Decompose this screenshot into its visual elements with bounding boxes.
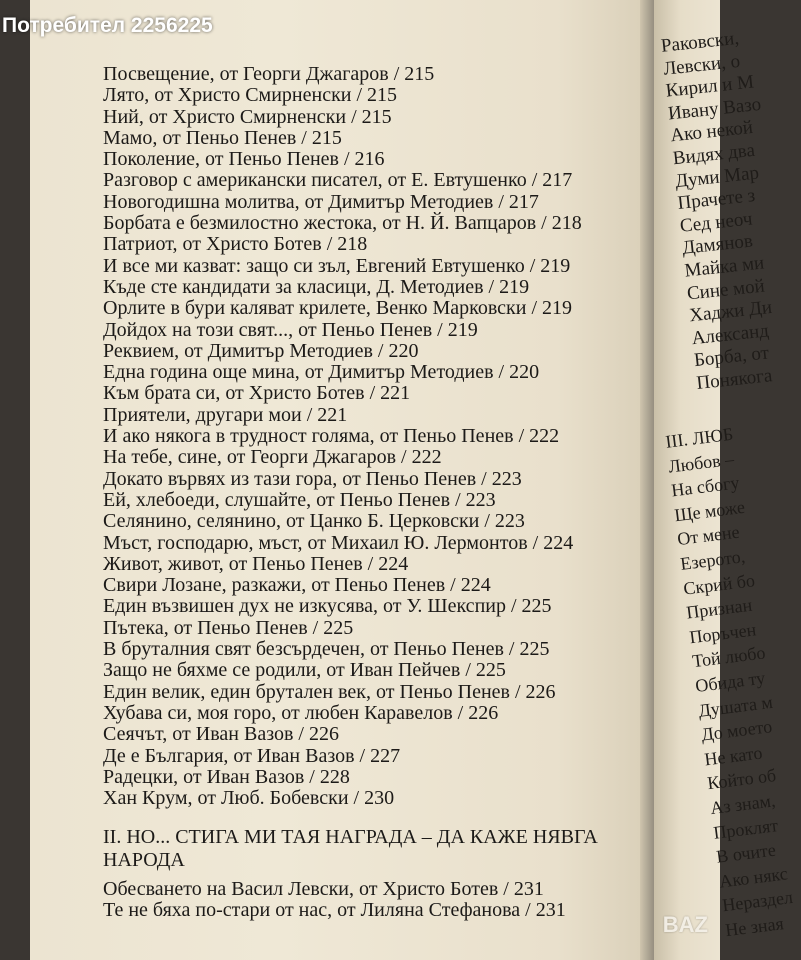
toc-entry: Сеячът, от Иван Вазов / 226 xyxy=(103,723,339,746)
toc-entry: Мамо, от Пеньо Пенев / 215 xyxy=(103,126,342,149)
right-page-line: До моето xyxy=(700,716,774,745)
right-page-line: Дамянов xyxy=(681,230,754,260)
toc-entry: Пътека, от Пеньо Пенев / 225 xyxy=(103,616,354,639)
right-page-line: Ще може xyxy=(673,496,746,526)
right-page-line: Нераздел xyxy=(721,887,795,916)
toc-entry: Мъст, господарю, мъст, от Михаил Ю. Лермонтов / 224 xyxy=(103,531,574,554)
section-heading-line-1: II. НО... СТИГА МИ ТАЯ НАГРАДА – ДА КАЖЕ НЯВГА xyxy=(103,826,598,848)
user-watermark xyxy=(0,0,720,40)
toc-entry: Защо не бяхме се родили, от Иван Пейчев / 225 xyxy=(103,659,506,682)
toc-entry: На тебе, сине, от Георги Джагаров / 222 xyxy=(103,446,442,469)
toc-entry: В бруталния свят безсърдечен, от Пеньо Пенев / 225 xyxy=(103,638,550,661)
right-page-line: Поръчен xyxy=(688,619,758,648)
toc-entry: Новогодишна молитва, от Димитър Методиев / 217 xyxy=(103,190,539,213)
right-page-line: Не зная xyxy=(724,913,785,941)
right-page-line: Обида ту xyxy=(694,667,767,696)
toc-entry: Живот, живот, от Пеньо Пенев / 224 xyxy=(103,552,409,575)
toc-entry: Лято, от Христо Смирненски / 215 xyxy=(103,84,398,107)
toc-entry: Хубава си, моя горо, от любен Каравелов / 226 xyxy=(103,701,499,724)
toc-entry: Хан Крум, от Люб. Бобевски / 230 xyxy=(103,787,395,810)
right-page-line: Думи Мар xyxy=(674,162,760,192)
right-page-line: Който об xyxy=(706,765,778,794)
right-page-line: Любов – xyxy=(667,448,736,477)
right-page-line: Той любо xyxy=(691,642,767,672)
right-page-line: Ивану Вазо xyxy=(667,93,763,125)
right-page-line: От мене xyxy=(676,522,741,550)
toc-entry: И все ми казват: защо си зъл, Евгений Евтушенко / 219 xyxy=(103,254,571,277)
toc-entry: Де е България, от Иван Вазов / 227 xyxy=(103,744,401,767)
right-page-line: Не като xyxy=(703,742,764,770)
toc-entry: Борбата е безмилостно жестока, от Н. Й. Вапцаров / 218 xyxy=(103,212,582,235)
section-heading xyxy=(103,826,623,872)
toc-entry: Един възвишен дух не изкусява, от У. Шекспир / 225 xyxy=(103,595,552,618)
toc-entry: Селянино, селянино, от Цанко Б. Церковски / 223 xyxy=(103,510,525,533)
right-page-line: III. ЛЮБ xyxy=(664,423,735,452)
toc-entry: Приятели, другари мои / 221 xyxy=(103,403,348,426)
table-of-contents xyxy=(103,64,643,809)
toc-entry: Една година още мина, от Димитър Методиев / 220 xyxy=(103,361,540,384)
right-page-line: Душата м xyxy=(697,691,774,721)
right-page-line: Раковски, xyxy=(660,27,740,57)
toc-entry: И ако някога в трудност голяма, от Пеньо Пенев / 222 xyxy=(103,425,560,448)
section-heading-line-2: НАРОДА xyxy=(103,849,185,871)
watermark-text: Потребител 2256225 xyxy=(2,14,213,37)
toc-entry: Къде сте кандидати за класици, Д. Методиев / 219 xyxy=(103,275,530,298)
toc-entry: Към брата си, от Христо Ботев / 221 xyxy=(103,382,411,405)
toc-entry: Поколение, от Пеньо Пенев / 216 xyxy=(103,148,385,171)
toc-entry: Ей, хлебоеди, слушайте, от Пеньо Пенев / 223 xyxy=(103,488,496,511)
site-logo: BAZ xyxy=(662,912,708,937)
toc-entry: Свири Лозане, разкажи, от Пеньо Пенев / 224 xyxy=(103,574,491,597)
right-page-line: Прачете з xyxy=(676,185,757,215)
right-page-line: Ако някс xyxy=(718,863,789,892)
right-page-line: Аз знам, xyxy=(709,790,777,818)
toc-entry: Те не бяха по-стари от нас, от Лиляна Стефанова / 231 xyxy=(103,899,566,922)
toc-entry: Посвещение, от Георги Джагаров / 215 xyxy=(103,63,435,85)
right-page-line: Кирил и М xyxy=(664,71,755,102)
toc-entry: Реквием, от Димитър Методиев / 220 xyxy=(103,339,419,362)
right-page-line: Сед неоч xyxy=(678,208,754,237)
right-page-line: Александ xyxy=(690,320,770,349)
right-page-line: Езерото, xyxy=(679,546,747,574)
toc-entry: Докато вървях из тази гора, от Пеньо Пенев / 223 xyxy=(103,467,522,490)
toc-entry: Радецки, от Иван Вазов / 228 xyxy=(103,765,350,788)
right-page-line: Майка ми xyxy=(683,252,766,282)
toc-entry: Обесването на Васил Левски, от Христо Ботев / 231 xyxy=(103,878,544,900)
right-page-line: Скрий бо xyxy=(682,569,756,599)
right-page-line: Признан xyxy=(685,594,754,623)
toc-entry: Дойдох на този свят..., от Пеньо Пенев / 219 xyxy=(103,318,478,341)
section-entries xyxy=(103,878,566,921)
toc-entry: Ний, от Христо Смирненски / 215 xyxy=(103,105,392,128)
toc-entry: Разговор с американски писател, от Е. Евтушенко / 217 xyxy=(103,169,573,192)
right-page-line: Хаджи Ди xyxy=(688,296,774,327)
right-page-line: Ако некой xyxy=(669,117,754,147)
toc-entry: Орлите в бури каляват крилете, Венко Марковски / 219 xyxy=(103,297,573,320)
toc-entry: Един велик, един брутален век, от Пеньо Пенев / 226 xyxy=(103,680,556,703)
right-page-line: Левски, о xyxy=(662,50,742,80)
right-page-line: Видях два xyxy=(671,139,756,170)
right-page-line: Проклят xyxy=(712,814,780,843)
right-page-line: На сбогу xyxy=(670,472,741,501)
right-page-line: Борба, от xyxy=(693,342,770,372)
right-page-line: В очите xyxy=(715,839,777,867)
toc-entry: Патриот, от Христо Ботев / 218 xyxy=(103,233,368,256)
right-page-line: Сине мой xyxy=(685,275,766,305)
right-page-line: Понякога xyxy=(695,365,774,394)
